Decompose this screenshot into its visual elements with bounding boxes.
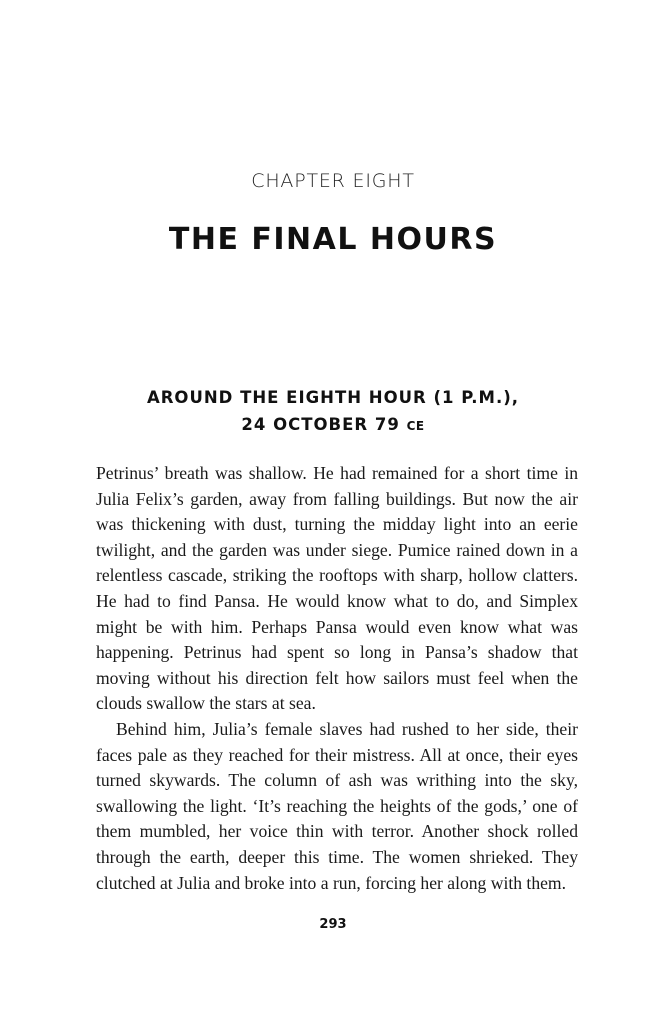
- paragraph-1: Petrinus’ breath was shallow. He had remained for a short time in Julia Felix’s garden, away from falling buildings. But now the air was thickening with dust, turning the midday light into an eerie twilight, and the garden was under siege. Pumice rained down in a relentless cascade, striking the rooftops with sharp, hollow clatters. He had to find Pansa. He would know what to do, and Simplex might be with him. Perhaps Pansa would even know what was happening. Petrinus had spent so long in Pansa’s shadow that moving without his direction felt how sailors must feel when the clouds swallow the stars at sea.: [96, 463, 578, 714]
- section-heading: [0, 384, 666, 440]
- section-heading-era: CE: [406, 419, 425, 433]
- section-heading-line-2: [0, 411, 666, 440]
- chapter-title: THE FINAL HOURS: [168, 222, 498, 257]
- page-number: 293: [319, 917, 347, 932]
- chapter-label: CHAPTER EIGHT: [251, 170, 415, 192]
- paragraph-2: Behind him, Julia’s female slaves had rushed to her side, their faces pale as they reached for their mistress. All at once, their eyes turned skywards. The column of ash was writhing into the sky, swallowing the light. ‘It’s reaching the heights of the gods,’ one of them mumbled, her voice thin with terror. Another shock rolled through the earth, deeper this time. The women shrieked. They clutched at Julia and broke into a run, forcing her along with them.: [96, 718, 578, 893]
- section-heading-date: 24 OCTOBER 79: [241, 415, 407, 434]
- body-text: [96, 461, 578, 896]
- section-heading-line-1: AROUND THE EIGHTH HOUR (1 P.M.),: [146, 388, 520, 407]
